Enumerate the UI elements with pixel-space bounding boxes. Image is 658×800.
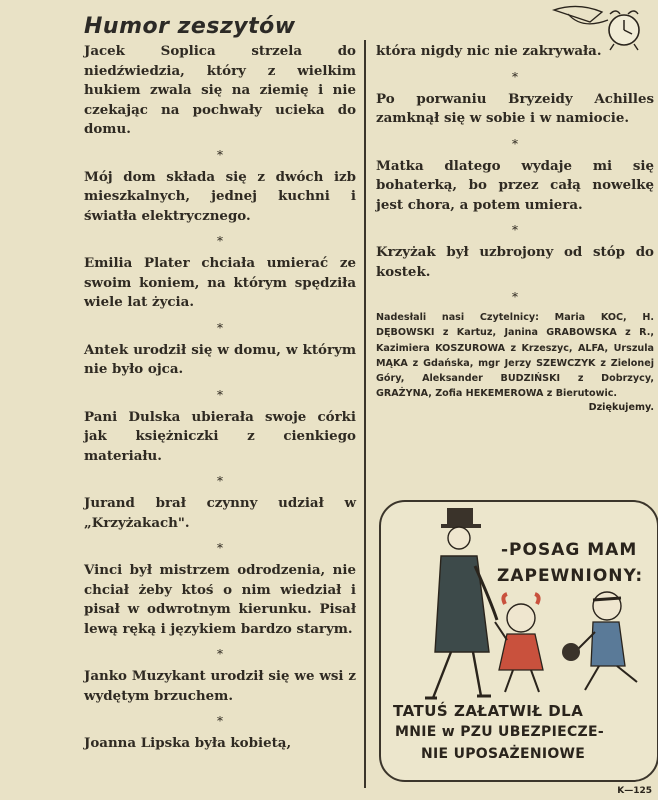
joke-vinci: Vinci był mistrzem odrodzenia, nie chciał żeby ktoś o nim wiedział i pisał w odwrotnym kierunku. Pisał lewą ręką i językiem bardzo starym. [84, 562, 356, 637]
cartoon-caption-3: TATUŚ ZAŁATWIŁ DLA [393, 702, 584, 720]
joke-matka: Matka dlatego wydaje mi się bohaterką, bo przez całą nowelkę jest chora, a potem umiera. [376, 157, 654, 213]
boy-jacket [591, 622, 625, 666]
separator-star: * [217, 714, 223, 728]
joke-plater: Emilia Plater chciała umierać ze swoim koniem, na którym spędziła wiele lat życia. [84, 255, 356, 310]
thanks-note: Dziękujemy. [588, 401, 654, 413]
boy-head [593, 592, 621, 620]
joke-lipska: Joanna Lipska była kobietą, [84, 735, 292, 751]
joke-krzyzak: Krzyżak był uzbrojony od stóp do kostek. [376, 244, 654, 280]
page-number: K—125 [617, 786, 652, 796]
separator-star: * [217, 320, 223, 335]
separator-star: * [217, 234, 223, 248]
separator-star: * [512, 69, 518, 84]
joke-dulska: Pani Dulska ubierała swoje córki jak księżniczki z cienkiego materiału. [84, 408, 356, 464]
joke-jurand: Jurand brał czynny udział w „Krzyżakach". [84, 495, 356, 531]
cartoon-panel [379, 500, 658, 782]
ball [562, 643, 580, 661]
right-column [376, 42, 654, 413]
joke-janko: Janko Muzykant urodził się we wsi z wydętym brzuchem. [84, 668, 356, 704]
cartoon-caption-2: ZAPEWNIONY: [497, 566, 644, 586]
reader-credits: Nadesłali nasi Czytelnicy: Maria KOC, H. DĘBOWSKI z Kartuz, Janina GRABOWSKA z R., Kazimiera KOSZUROWA z Krzeszyc, ALFA, Urszula MĄKA z Gdańska, mgr Jerzy SZEWCZYK z Zielonej Góry, Aleksander BUDZIŃSKI z Dobrzycy, GRAŻYNA, Zofia HEKEMEROWA z Bierutowic. [376, 312, 654, 400]
separator-star: * [217, 541, 223, 555]
separator-star: * [512, 223, 518, 237]
separator-star: * [217, 387, 223, 402]
mother-hat [447, 508, 473, 526]
separator-star: * [512, 136, 518, 151]
joke-antek: Antek urodził się w domu, w którym nie było ojca. [84, 341, 356, 377]
girl-head [507, 604, 535, 632]
cartoon-caption-4: MNIE w PZU UBEZPIECZE- [395, 724, 604, 740]
separator-star: * [217, 147, 223, 162]
cartoon-caption-5: NIE UPOSAŻENIOWE [421, 746, 586, 762]
separator-star: * [217, 474, 223, 488]
separator-star: * [217, 647, 223, 661]
joke-dom: Mój dom składa się z dwóch izb mieszkalnych, jednej kuchni i światła elektrycznego. [84, 168, 356, 224]
left-column [84, 42, 356, 754]
joke-lipska-cont: która nigdy nic nie zakrywała. [376, 43, 602, 59]
mother-coat [435, 556, 489, 652]
joke-soplica: Jacek Soplica strzela do niedźwiedzia, który z wielkim hukiem zwala się na ziemię i nie czekając na pochwały ucieka do domu. [84, 43, 356, 137]
column-divider [364, 40, 366, 788]
page-title: Humor zeszytów [84, 14, 296, 39]
joke-achilles: Po porwaniu Bryzeidy Achilles zamknął się w sobie i w namiocie. [376, 90, 654, 126]
cartoon-caption-1: -POSAG MAM [501, 540, 638, 560]
separator-star: * [512, 290, 518, 304]
